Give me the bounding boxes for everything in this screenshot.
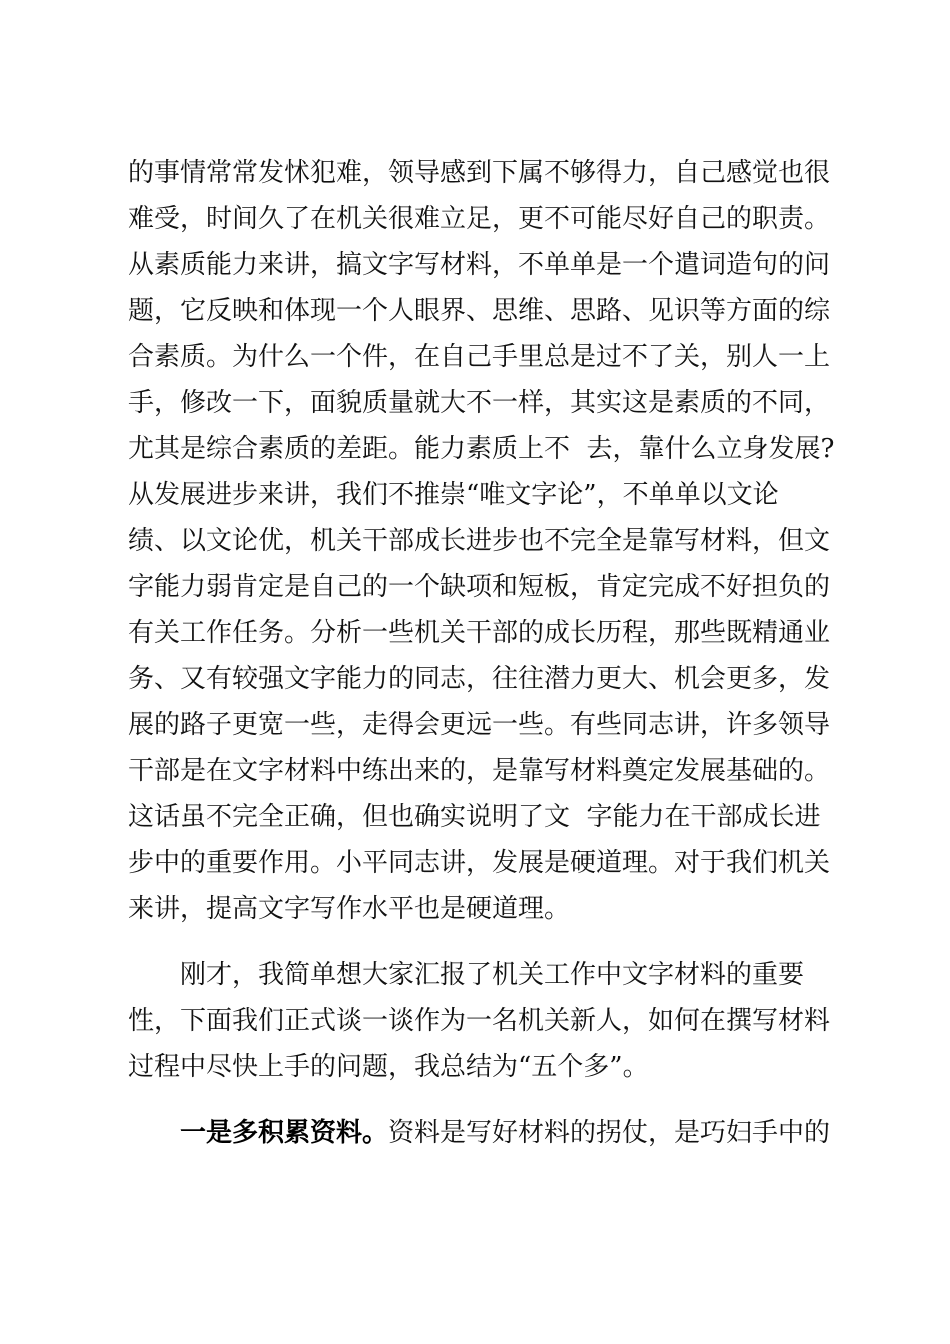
document-body	[128, 150, 835, 1156]
text-line: 展的路子更宽一些，走得会更远一些。有些同志讲，许多领导	[128, 710, 831, 740]
paragraph-1	[128, 150, 835, 932]
text-line: 这话虽不完全正确，但也确实说明了文 字能力在干部成长进	[128, 802, 821, 832]
text-line: 难受，时间久了在机关很难立足，更不可能尽好自己的职责。	[128, 204, 831, 234]
text-line: 来讲，提高文字写作水平也是硬道理。	[128, 894, 571, 924]
text-line: 的事情常常发怵犯难，领导感到下属不够得力，自己感觉也很	[128, 158, 831, 188]
text-line: 题，它反映和体现一个人眼界、思维、思路、见识等方面的综	[128, 296, 831, 326]
section-text: 资料是写好材料的拐仗，是巧妇手中的	[388, 1118, 831, 1148]
text-line: 刚才，我简单想大家汇报了机关工作中文字材料的重要	[180, 960, 805, 990]
text-line: 合素质。为什么一个件，在自己手里总是过不了关，别人一上	[128, 342, 831, 372]
text-line: 绩、以文论优，机关干部成长进步也不完全是靠写材料，但文	[128, 526, 831, 556]
text-line: 有关工作任务。分析一些机关干部的成长历程，那些既精通业	[128, 618, 831, 648]
text-line: 干部是在文字材料中练出来的，是靠写材料奠定发展基础的。	[128, 756, 831, 786]
text-line: 从素质能力来讲，搞文字写材料，不单单是一个遣词造句的问	[128, 250, 831, 280]
paragraph-2	[128, 952, 831, 1090]
text-line: 从发展进步来讲，我们不推崇“唯文字论”，不单单以文论	[128, 480, 779, 510]
text-line: 字能力弱肯定是自己的一个缺项和短板，肯定完成不好担负的	[128, 572, 831, 602]
text-line: 尤其是综合素质的差距。能力素质上不 去，靠什么立身发展?	[128, 434, 835, 464]
text-line: 务、又有较强文字能力的同志，往往潜力更大、机会更多，发	[128, 664, 831, 694]
text-line: 步中的重要作用。小平同志讲，发展是硬道理。对于我们机关	[128, 848, 831, 878]
paragraph-spacer	[128, 1090, 828, 1110]
text-line: 性，下面我们正式谈一谈作为一名机关新人，如何在撰写材料	[128, 1006, 831, 1036]
paragraph-3	[128, 1110, 831, 1156]
text-line: 手，修改一下，面貌质量就大不一样，其实这是素质的不同，	[128, 388, 831, 418]
section-heading: 一是多积累资料。	[180, 1118, 389, 1148]
text-line	[128, 1110, 831, 1156]
paragraph-spacer	[128, 932, 828, 952]
text-line: 过程中尽快上手的问题，我总结为“五个多”。	[128, 1052, 649, 1082]
